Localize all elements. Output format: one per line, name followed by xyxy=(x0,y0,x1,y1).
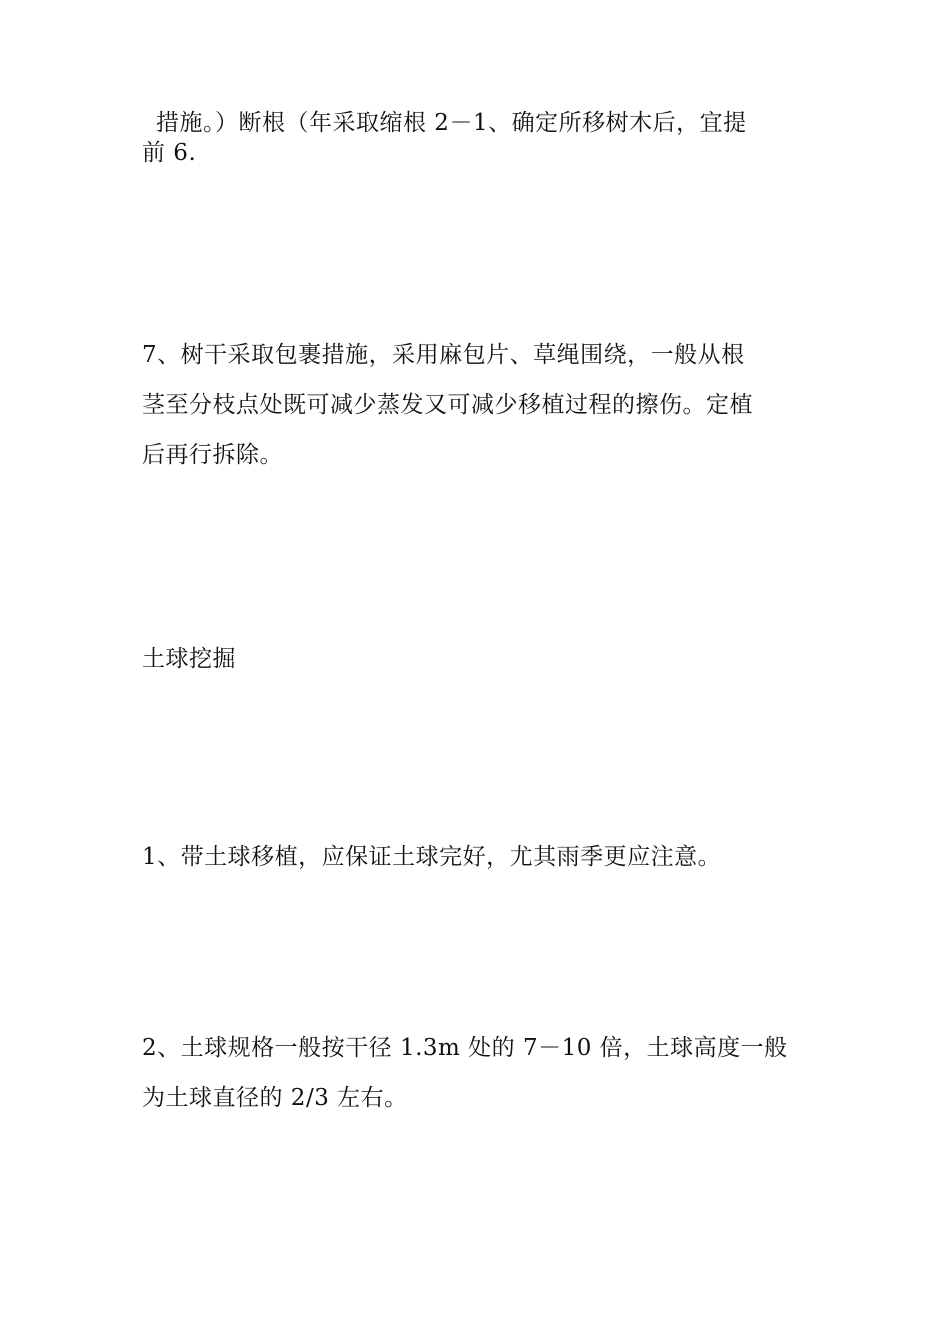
text-line: 前 6. xyxy=(142,140,197,166)
heading-text: 土球挖掘 xyxy=(142,646,236,672)
paragraph-trunk-wrapping xyxy=(142,330,812,480)
paragraph-soil-ball-intact xyxy=(142,832,812,882)
paragraph-root-pruning xyxy=(142,108,812,168)
text-line: 7、树干采取包裹措施，采用麻包片、草绳围绕，一般从根 xyxy=(142,342,745,368)
text-line: 措施。）断根（年采取缩根 2－1、确定所移树木后，宜提 xyxy=(156,110,747,136)
text-line: 后再行拆除。 xyxy=(142,442,283,468)
paragraph-soil-ball-size xyxy=(142,1023,812,1123)
section-heading xyxy=(142,634,812,684)
text-line: 2、土球规格一般按干径 1.3m 处的 7－10 倍，土球高度一般 xyxy=(142,1035,788,1061)
text-line: 为土球直径的 2/3 左右。 xyxy=(142,1085,408,1111)
text-line: 茎至分枝点处既可减少蒸发又可减少移植过程的擦伤。定植 xyxy=(142,392,753,418)
text-line: 1、带土球移植，应保证土球完好，尤其雨季更应注意。 xyxy=(142,844,722,870)
